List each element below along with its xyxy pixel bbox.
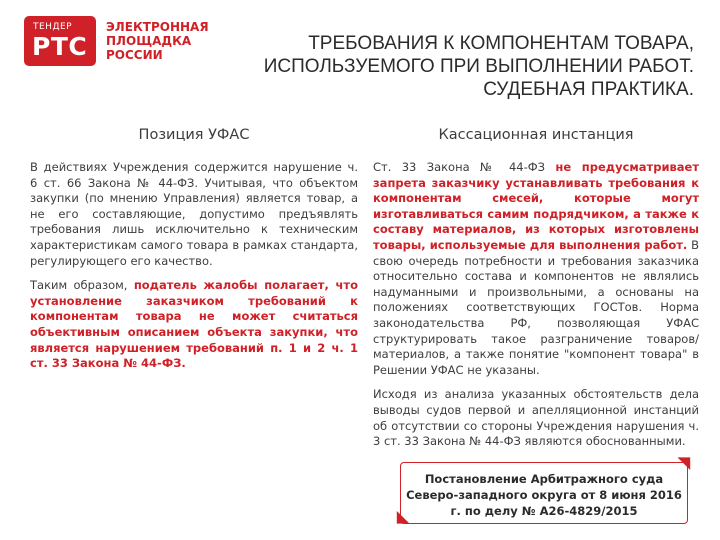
cassation-paragraph-1 [373, 160, 699, 378]
court-reference-box [400, 462, 688, 524]
cassation-p1-plain-end: В свою очередь потребности и требования заказчика относительно состава и компонентов не являлись надуманными и произвольными, а основаны на положениях соответствующих ГОСТов. Норма законодательства РФ, позволяющая УФАС структурировать такое разграничение товаров/материалов, а также понятие "компонент товара" в Решении УФАС не указаны. [373, 237, 699, 377]
left-column-heading: Позиция УФАС [138, 127, 250, 143]
logo-small-text: ТЕНДЕР [33, 22, 73, 32]
logo-line: РОССИИ [106, 48, 163, 62]
title-line: ИСПОЛЬЗУЕМОГО ПРИ ВЫПОЛНЕНИИ РАБОТ. [263, 56, 694, 77]
cassation-p1-plain-start: Ст. 33 Закона № 44-ФЗ [373, 160, 556, 174]
logo-line: ПЛОЩАДКА [106, 34, 192, 48]
ufas-paragraph-1: В действиях Учреждения содержится нарушение ч. 6 ст. 66 Закона № 44-ФЗ. Учитывая, что объектом закупки (по мнению Управления) является товар, а не его составляющие, допустимо предъявлять требования лишь исключительно к техническим характеристикам самого товара в рамках стандарта, регулирующего его качество. [30, 160, 358, 268]
title-line: СУДЕБНАЯ ПРАКТИКА. [483, 79, 694, 100]
reference-line: г. по делу № А26-4829/2015 [450, 504, 638, 518]
logo-mark [24, 16, 96, 66]
ufas-p2-plain: Таким образом, [30, 278, 134, 293]
cassation-column [373, 160, 699, 459]
page-title [194, 32, 694, 101]
logo-line: ЭЛЕКТРОННАЯ [106, 20, 209, 34]
title-line: ТРЕБОВАНИЯ К КОМПОНЕНТАМ ТОВАРА, [308, 33, 694, 54]
reference-line: Постановление Арбитражного суда [424, 472, 664, 486]
logo-big-text: РТС [32, 32, 88, 61]
reference-line: Северо-западного округа от 8 июня 2016 [406, 488, 682, 502]
ufas-position-column [30, 160, 358, 381]
cassation-p1-highlight: не предусматривает запрета заказчику устанавливать требования к компонентам смесей, которые могут изготавливаться самим подрядчиком, а также к составу материалов, из которых изготовлены товары, используемые для выполнения работ. [373, 160, 700, 252]
court-reference-text [401, 471, 687, 519]
cassation-paragraph-2: Исходя из анализа указанных обстоятельств дела выводы судов первой и апелляционной инстанций об отсутствии со стороны Учреждения нарушения ч. 3 ст. 33 Закона № 44-ФЗ являются обоснованными. [373, 387, 699, 449]
ufas-paragraph-2 [30, 278, 358, 372]
ufas-p2-highlight: податель жалобы полагает, что установление заказчиком требований к компонентам товара не может считаться объективным описанием объекта закупки, что является нарушением требований п. 1 и 2 ч. 1 ст. 33 Закона № 44-ФЗ. [30, 278, 358, 371]
right-column-heading: Кассационная инстанция [438, 127, 634, 143]
